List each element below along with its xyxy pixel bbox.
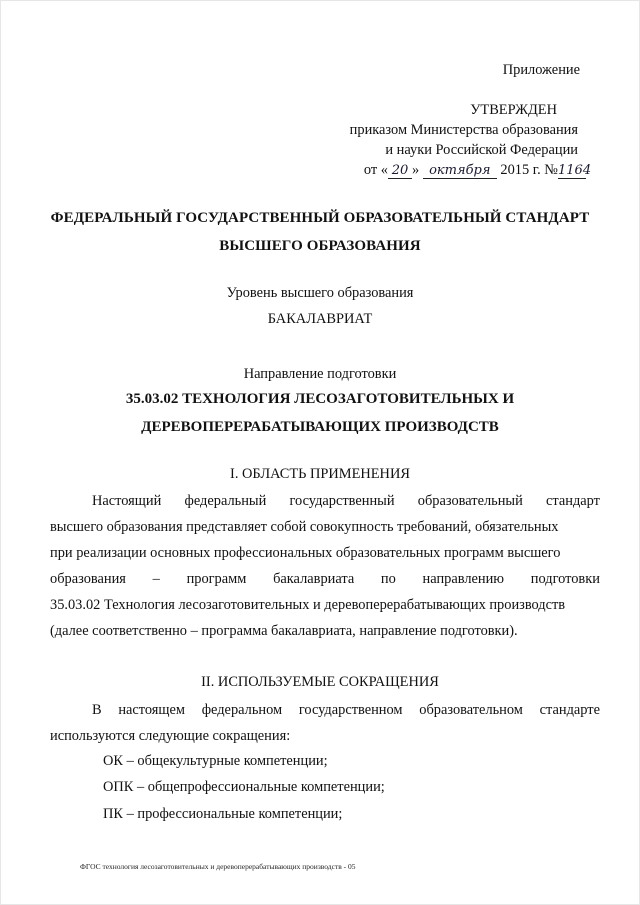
paragraph-line: 35.03.02 Технология лесозаготовительных и деревоперерабатывающих производств	[50, 597, 566, 613]
paragraph-line: используются следующие сокращения:	[50, 728, 291, 744]
word: подготовки	[530, 571, 600, 587]
section-1-paragraph	[50, 488, 600, 644]
order-line-1: приказом Министерства образования	[349, 122, 578, 138]
appendix-label: Приложение	[502, 62, 580, 78]
paragraph-line	[50, 566, 600, 592]
paragraph-line: высшего образования представляет собой совокупность требований, обязательных	[50, 519, 559, 535]
word: по	[380, 571, 396, 587]
word: стандарт	[546, 493, 600, 509]
order-date-line	[350, 160, 592, 180]
section-2-paragraph	[50, 697, 600, 749]
handwritten-month: октября	[423, 164, 497, 179]
direction-value	[0, 385, 640, 441]
abbreviation-ok: ОК – общекультурные компетенции;	[103, 753, 328, 769]
word: стандарте	[539, 702, 600, 718]
word: Настоящий	[92, 493, 162, 509]
paragraph-line: при реализации основных профессиональных образовательных программ высшего	[50, 545, 561, 561]
word: образования	[50, 571, 126, 587]
document-title	[0, 204, 640, 260]
abbreviation-opk: ОПК – общепрофессиональные компетенции;	[103, 779, 385, 795]
title-line-1: ФЕДЕРАЛЬНЫЙ ГОСУДАРСТВЕННЫЙ ОБРАЗОВАТЕЛЬНЫЙ СТАНДАРТ	[50, 210, 590, 226]
word: настоящем	[118, 702, 186, 718]
paragraph-line	[80, 488, 600, 514]
section-1-heading: I. ОБЛАСТЬ ПРИМЕНЕНИЯ	[230, 466, 410, 482]
level-value: БАКАЛАВРИАТ	[267, 311, 373, 327]
word: бакалавриата	[273, 571, 355, 587]
approved-label: УТВЕРЖДЕН	[470, 102, 557, 118]
word: государственном	[298, 702, 403, 718]
level-label: Уровень высшего образования	[226, 285, 414, 301]
direction-line-2: ДЕРЕВОПЕРЕРАБАТЫВАЮЩИХ ПРОИЗВОДСТВ	[141, 419, 499, 435]
approval-block	[349, 60, 592, 180]
order-line-2: и науки Российской Федерации	[385, 142, 578, 158]
year-text: 2015 г. №	[500, 162, 558, 178]
word: –	[152, 571, 160, 587]
word: образовательном	[419, 702, 523, 718]
word: образовательный	[417, 493, 523, 509]
page-footer: ФГОС технология лесозаготовительных и деревоперерабатывающих производств - 05	[80, 862, 356, 871]
direction-label: Направление подготовки	[243, 366, 397, 382]
word: направлению	[422, 571, 505, 587]
word: программ	[186, 571, 247, 587]
word: федеральный	[184, 493, 267, 509]
date-prefix: от «	[363, 162, 388, 178]
title-line-2: ВЫСШЕГО ОБРАЗОВАНИЯ	[219, 238, 421, 254]
abbreviation-pk: ПК – профессиональные компетенции;	[103, 806, 343, 822]
section-2-heading: II. ИСПОЛЬЗУЕМЫЕ СОКРАЩЕНИЯ	[201, 674, 439, 690]
handwritten-order-number: 1164	[558, 163, 592, 178]
word: В	[92, 702, 102, 718]
direction-line-1: 35.03.02 ТЕХНОЛОГИЯ ЛЕСОЗАГОТОВИТЕЛЬНЫХ И	[125, 391, 515, 407]
paragraph-line: (далее соответственно – программа бакалавриата, направление подготовки).	[50, 623, 518, 639]
paragraph-line	[80, 697, 600, 723]
word: федеральном	[201, 702, 283, 718]
word: государственный	[289, 493, 395, 509]
handwritten-day: 20	[388, 164, 412, 179]
date-mid: »	[411, 162, 420, 178]
